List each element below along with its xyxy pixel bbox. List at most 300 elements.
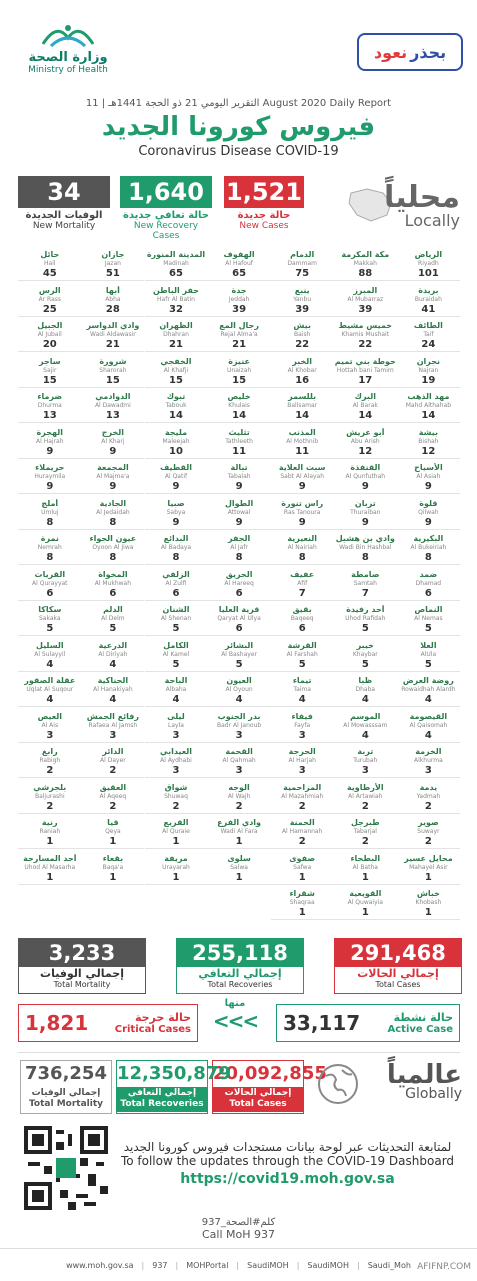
city-name-en: Mahayel Asir (409, 863, 448, 871)
city-case-count: 2 (334, 801, 397, 814)
city-cell (208, 854, 271, 885)
total-cases-label-en: Total Cases (375, 980, 421, 989)
city-cell (271, 428, 334, 459)
city-case-count: 5 (208, 659, 271, 672)
city-cell (271, 854, 334, 885)
city-cell (271, 747, 334, 778)
city-case-count: 4 (271, 694, 334, 707)
city-name-en: Riyadh (418, 260, 439, 267)
city-name-en: Tathleeth (225, 437, 253, 445)
city-cell (334, 392, 397, 423)
dashboard-text-en: To follow the updates through the COVID-19 Dashboard (120, 1154, 455, 1168)
city-cell (334, 428, 397, 459)
city-cell (397, 321, 460, 352)
city-case-count: 3 (271, 765, 334, 778)
city-name-ar: تبالة (230, 463, 248, 472)
city-name-en: Al Asiah (416, 473, 441, 480)
city-name-ar: حائل (40, 250, 60, 259)
city-cell (271, 392, 334, 423)
city-case-count: 6 (208, 588, 271, 601)
city-name-ar: الهجرة (36, 427, 64, 437)
city-cell (81, 712, 144, 743)
city-name-en: Al Hafouf (225, 260, 253, 267)
city-case-count: 8 (81, 552, 144, 565)
city-cell (18, 605, 81, 636)
city-case-count: 75 (271, 268, 334, 281)
city-cell (334, 357, 397, 388)
active-cases-label-en: Active Case (387, 1024, 453, 1035)
city-name-en: Urayarah (162, 863, 190, 871)
city-name-ar: بيشة (418, 427, 439, 437)
city-cell (208, 747, 271, 778)
city-name-en: Baljurashi (34, 792, 65, 800)
city-cell (18, 570, 81, 601)
city-cell (145, 428, 208, 459)
city-cell (271, 499, 334, 530)
city-case-count: 3 (81, 730, 144, 743)
city-case-count: 1 (334, 872, 397, 885)
city-name-ar: رفائع الجمش (86, 711, 140, 721)
city-name-ar: الطائف (413, 321, 443, 330)
city-case-count: 28 (81, 304, 144, 317)
city-cell (271, 676, 334, 707)
city-cell (334, 321, 397, 352)
city-cell (18, 463, 81, 494)
city-name-ar: الرياض (414, 250, 443, 259)
city-cell (208, 641, 271, 672)
city-cell (18, 854, 81, 885)
footer-links: www.moh.gov.sa | 937 | MOHPortal | SaudiMOH | SaudiMOH | Saudi_Moh (0, 1248, 477, 1281)
global-mortality-label-en: Total Mortality (28, 1099, 103, 1109)
city-cell (208, 250, 271, 281)
city-cell (271, 321, 334, 352)
global-mortality-value: 736,254 (25, 1063, 107, 1084)
city-name-en: Al Bashayer (221, 650, 257, 658)
city-case-count: 4 (397, 694, 460, 707)
city-name-en: Albaha (165, 686, 187, 693)
city-cell (397, 747, 460, 778)
city-case-count: 3 (145, 730, 208, 743)
city-name-ar: ساجر (38, 356, 61, 366)
divider (18, 1052, 460, 1053)
city-name-ar: ضرماء (37, 392, 63, 401)
city-cell (208, 357, 271, 388)
city-cell (208, 428, 271, 459)
city-cell (18, 676, 81, 707)
city-name-ar: شقراء (289, 889, 315, 898)
city-case-count: 9 (145, 517, 208, 530)
city-name-en: Wadi Al Fara (220, 828, 258, 835)
city-case-count: 7 (271, 588, 334, 601)
city-cell (18, 286, 81, 317)
city-name-ar: مهد الذهب (407, 392, 450, 401)
city-name-ar: ضمد (419, 569, 438, 579)
footer-phone[interactable]: 937 (152, 1260, 168, 1270)
city-cell (18, 357, 81, 388)
city-name-en: Turubah (353, 757, 378, 764)
city-name-ar: بقعاء (102, 853, 124, 863)
city-name-ar: السليل (36, 640, 64, 650)
city-name-en: Al Oyoun (225, 686, 253, 693)
city-case-count: 1 (271, 872, 334, 885)
city-name-en: Sharorah (99, 366, 127, 374)
city-name-ar: صوير (418, 818, 439, 827)
city-case-count: 9 (18, 481, 81, 494)
city-name-en: Al Qunfuthah (345, 473, 386, 480)
city-case-count: 8 (81, 517, 144, 530)
city-case-count: 1 (334, 907, 397, 920)
city-case-count: 13 (18, 410, 81, 423)
city-cell (334, 889, 397, 920)
globally-label-ar: عالمياً (386, 1060, 462, 1090)
city-case-count: 39 (208, 304, 271, 317)
city-name-ar: خباش (416, 889, 440, 898)
global-recoveries-stat (116, 1060, 231, 1114)
city-name-en: Baqeeq (290, 615, 314, 622)
city-case-count: 5 (81, 623, 144, 636)
city-name-en: Thuraiban (350, 508, 381, 516)
city-cell (18, 783, 81, 814)
city-name-ar: أبو عريش (346, 427, 385, 437)
call-info (0, 1217, 477, 1241)
city-name-ar: الدائر (102, 747, 124, 756)
city-case-count: 6 (397, 588, 460, 601)
city-name-en: Al Qahmah (222, 757, 256, 764)
footer-youtube-link[interactable]: MOHPortal (186, 1260, 229, 1270)
city-cell (81, 570, 144, 601)
city-case-count: 10 (145, 446, 208, 459)
city-name-en: Shaqraa (289, 899, 315, 906)
badge-text-a: نعود (373, 42, 408, 62)
new-mortality-value: 34 (18, 176, 110, 208)
city-cell (397, 463, 460, 494)
city-name-en: Dhurma (37, 402, 62, 409)
city-cell (397, 250, 460, 281)
city-name-en: Al Majma'a (96, 473, 130, 480)
city-cell (208, 605, 271, 636)
city-cell (397, 499, 460, 530)
city-name-en: Al Delm (101, 615, 125, 622)
city-cell (81, 854, 144, 885)
city-cell (81, 499, 144, 530)
city-cell (81, 605, 144, 636)
city-name-ar: البدائع (163, 534, 189, 543)
city-name-en: Al Badaya (160, 544, 192, 551)
city-case-count: 3 (208, 765, 271, 778)
city-case-count: 3 (18, 730, 81, 743)
city-name-ar: الجادية (99, 498, 127, 508)
city-name-ar: الموسم (350, 711, 381, 721)
city-name-en: Qilwah (418, 508, 439, 516)
city-case-count: 65 (145, 268, 208, 281)
city-case-count: 15 (145, 375, 208, 388)
city-name-ar: رجال المع (219, 321, 259, 330)
city-name-en: Al Hajrah (36, 437, 64, 445)
city-name-ar: قرية العليا (218, 605, 260, 614)
city-name-ar: عنيزة (228, 356, 250, 366)
city-name-ar: خليص (227, 392, 251, 401)
city-name-ar: النعيرية (287, 534, 317, 543)
city-cell (81, 747, 144, 778)
city-name-ar: القحمة (225, 747, 253, 756)
city-cell (397, 392, 460, 423)
city-cell (81, 392, 144, 423)
city-name-en: Al Sulayyil (34, 650, 66, 658)
city-name-ar: الكامل (163, 640, 189, 650)
new-mortality-label-ar: الوفيات الجديدة (25, 210, 103, 221)
city-name-en: Shuwaq (164, 792, 188, 800)
city-name-ar: حريملاء (35, 463, 65, 472)
global-recoveries-label-ar: إجمالي التعافي (127, 1088, 197, 1098)
footer-snapchat-link[interactable]: Saudi_Moh (367, 1260, 411, 1270)
city-cell (145, 747, 208, 778)
report-date: التقرير اليومي 21 ذو الحجة 1441هـ | 11 August 2020 Daily Report (85, 98, 392, 109)
city-name-en: Afif (297, 579, 308, 587)
city-name-ar: وادي الفرع (217, 818, 262, 827)
city-name-en: Khulais (228, 402, 250, 409)
city-name-en: Al Aydhabi (160, 757, 192, 764)
city-name-ar: العقيق (99, 782, 127, 792)
city-cell (145, 321, 208, 352)
city-case-count: 21 (81, 339, 144, 352)
city-case-count: 9 (208, 517, 271, 530)
city-name-ar: القنفذة (350, 463, 381, 472)
city-name-ar: الأسياح (414, 463, 443, 472)
city-name-en: Maleejah (162, 437, 190, 445)
city-name-ar: محايل عسير (404, 853, 453, 863)
city-name-ar: روضة العرض (402, 676, 454, 685)
city-case-count: 8 (208, 552, 271, 565)
city-cell (334, 676, 397, 707)
city-cell (81, 534, 144, 565)
of-which-label: منها (224, 998, 246, 1009)
city-case-count: 2 (18, 801, 81, 814)
city-case-count: 2 (18, 765, 81, 778)
city-name-en: Wadi Aldawasir (90, 331, 136, 338)
city-name-en: Uqlat Al Suqour (26, 686, 74, 693)
city-case-count: 8 (145, 552, 208, 565)
city-case-count: 6 (208, 623, 271, 636)
city-cell (334, 712, 397, 743)
city-case-count: 15 (18, 375, 81, 388)
city-cell (81, 641, 144, 672)
city-name-ar: أملج (41, 498, 59, 508)
badge-text-b: بحذر (410, 42, 447, 62)
city-case-count: 45 (18, 268, 81, 281)
city-name-ar: شرورة (99, 356, 127, 366)
city-name-en: Tabalah (227, 473, 251, 480)
city-case-count: 1 (81, 836, 144, 849)
city-name-en: Al Hanakiyah (93, 686, 133, 693)
arrows-icon: <<< (212, 1009, 258, 1033)
city-case-count: 2 (397, 801, 460, 814)
city-name-ar: صامطة (351, 569, 380, 579)
city-name-en: Taif (423, 331, 434, 338)
city-name-ar: تثليث (228, 427, 250, 437)
global-mortality-stat (20, 1060, 112, 1114)
city-cell (145, 783, 208, 814)
city-name-ar: قلوة (419, 498, 438, 508)
city-name-en: Sajir (43, 366, 57, 374)
city-name-ar: رنية (41, 818, 58, 827)
city-name-ar: أحد رفيدة (346, 605, 385, 614)
city-name-ar: البشائر (225, 640, 254, 650)
city-cell (271, 712, 334, 743)
city-name-en: Umluj (41, 508, 59, 516)
city-name-en: Al Hareeq (224, 579, 254, 587)
city-name-en: Raniah (39, 828, 61, 835)
city-name-en: Khobash (415, 899, 442, 906)
city-cell (81, 463, 144, 494)
critical-cases-label-ar: حالة حرجة (134, 1011, 191, 1024)
of-which-indicator (205, 998, 265, 1033)
city-case-count: 6 (271, 623, 334, 636)
city-cell (145, 463, 208, 494)
city-case-count: 20 (18, 339, 81, 352)
city-name-ar: شواق (164, 782, 188, 792)
city-cell (81, 286, 144, 317)
dashboard-link[interactable]: https://covid19.moh.gov.sa (180, 1171, 395, 1187)
global-cases-label-ar: إجمالي الحالات (224, 1088, 292, 1098)
city-name-en: Layla (168, 721, 184, 729)
city-name-ar: بريدة (418, 285, 439, 295)
city-name-ar: الشنان (162, 605, 190, 614)
city-case-count: 101 (397, 268, 460, 281)
city-name-ar: الرس (38, 285, 61, 295)
city-name-ar: تيماء (292, 676, 312, 685)
city-case-count: 2 (334, 836, 397, 849)
city-name-ar: القريع (163, 818, 189, 827)
footer-website-link[interactable]: www.moh.gov.sa (66, 1260, 134, 1270)
city-name-en: Al Shenan (160, 615, 192, 622)
city-case-count: 6 (81, 588, 144, 601)
city-cell (18, 818, 81, 849)
city-cell (271, 534, 334, 565)
city-case-count: 9 (334, 517, 397, 530)
city-cell (145, 499, 208, 530)
city-name-ar: وادي بن هشبل (335, 534, 395, 543)
city-name-ar: البرك (354, 392, 376, 401)
city-name-en: Al Batha (352, 863, 378, 871)
city-case-count: 14 (334, 410, 397, 423)
city-cell (271, 783, 334, 814)
city-name-ar: عيون الجواء (89, 534, 137, 543)
city-cell (145, 286, 208, 317)
city-case-count: 9 (81, 481, 144, 494)
city-name-ar: تبوك (166, 392, 186, 401)
new-mortality-stat (18, 176, 110, 232)
city-cell (334, 783, 397, 814)
city-case-count: 5 (334, 623, 397, 636)
city-case-count: 9 (81, 446, 144, 459)
city-case-count: 8 (397, 552, 460, 565)
city-name-ar: حفر الباطن (152, 285, 200, 295)
city-name-ar: الدوادمي (95, 392, 131, 401)
city-case-count: 39 (271, 304, 334, 317)
city-name-en: Al Ais (41, 721, 59, 729)
city-name-en: Uhod Al Masarha (24, 863, 76, 871)
city-name-ar: الوجه (228, 782, 250, 792)
city-name-ar: رابغ (41, 747, 58, 756)
city-name-en: Al Quwaiyia (347, 899, 383, 906)
city-name-ar: قيا (107, 818, 119, 827)
qr-code-icon[interactable] (24, 1126, 108, 1210)
total-mortality-label-ar: إجمالي الوفيات (40, 967, 124, 980)
city-cell (18, 250, 81, 281)
city-cell (208, 534, 271, 565)
city-cell (18, 712, 81, 743)
city-name-en: Samtah (353, 579, 377, 587)
city-case-count: 15 (81, 375, 144, 388)
city-case-count: 3 (208, 730, 271, 743)
city-name-en: Attowal (227, 508, 251, 516)
city-case-count: 5 (145, 623, 208, 636)
city-name-ar: الخفجي (160, 356, 192, 366)
city-name-en: Salwa (230, 863, 248, 871)
city-cell (145, 392, 208, 423)
city-name-ar: المذنب (288, 427, 316, 437)
city-name-ar: جدة (231, 285, 247, 295)
city-name-en: Nemrah (37, 544, 62, 551)
city-cell (208, 392, 271, 423)
city-name-ar: سكاكا (38, 605, 62, 614)
city-cell (145, 818, 208, 849)
city-case-count: 1 (81, 872, 144, 885)
city-name-en: Oyoon Al Jiwa (92, 544, 134, 551)
moh-emblem-icon (37, 20, 99, 50)
footer-twitter-link[interactable]: SaudiMOH (247, 1260, 289, 1270)
city-name-en: Al Aqeeq (99, 792, 127, 800)
city-name-en: Al Artawiah (348, 792, 383, 800)
city-case-count: 5 (334, 659, 397, 672)
city-name-ar: بيش (293, 321, 311, 330)
city-cell (208, 321, 271, 352)
city-name-ar: صفوى (289, 853, 316, 863)
city-cell (208, 463, 271, 494)
city-case-count: 5 (397, 623, 460, 636)
city-name-en: Unaizah (227, 366, 252, 374)
footer-facebook-link[interactable]: SaudiMOH (307, 1260, 349, 1270)
city-case-count: 5 (145, 659, 208, 672)
city-case-count: 9 (18, 446, 81, 459)
city-cell (271, 570, 334, 601)
city-cell (397, 570, 460, 601)
city-name-ar: الخبر (292, 356, 313, 366)
new-cases-stat (224, 176, 304, 232)
city-case-count: 16 (271, 375, 334, 388)
city-cell (334, 747, 397, 778)
city-case-count: 4 (81, 659, 144, 672)
city-case-count: 4 (18, 659, 81, 672)
city-name-ar: القريات (34, 569, 66, 579)
city-name-ar: البطحاء (350, 853, 381, 863)
city-name-ar: العيون (226, 676, 252, 685)
page-title-en: Coronavirus Disease COVID-19 (138, 144, 339, 159)
city-name-ar: يدمة (419, 782, 438, 792)
total-cases-value: 291,468 (335, 939, 461, 967)
city-cell (208, 818, 271, 849)
city-case-count: 9 (271, 481, 334, 494)
city-name-en: Uhod Rafidah (345, 615, 386, 622)
city-cell (397, 641, 460, 672)
globally-heading (352, 1060, 462, 1102)
city-name-ar: فيفاء (291, 711, 313, 721)
page-title-ar: فيروس كورونا الجديد (101, 112, 376, 142)
city-name-ar: المجمعة (97, 463, 129, 472)
city-name-ar: حوطة بني تميم (334, 356, 396, 366)
city-cell (18, 747, 81, 778)
city-name-en: Najran (418, 366, 439, 374)
